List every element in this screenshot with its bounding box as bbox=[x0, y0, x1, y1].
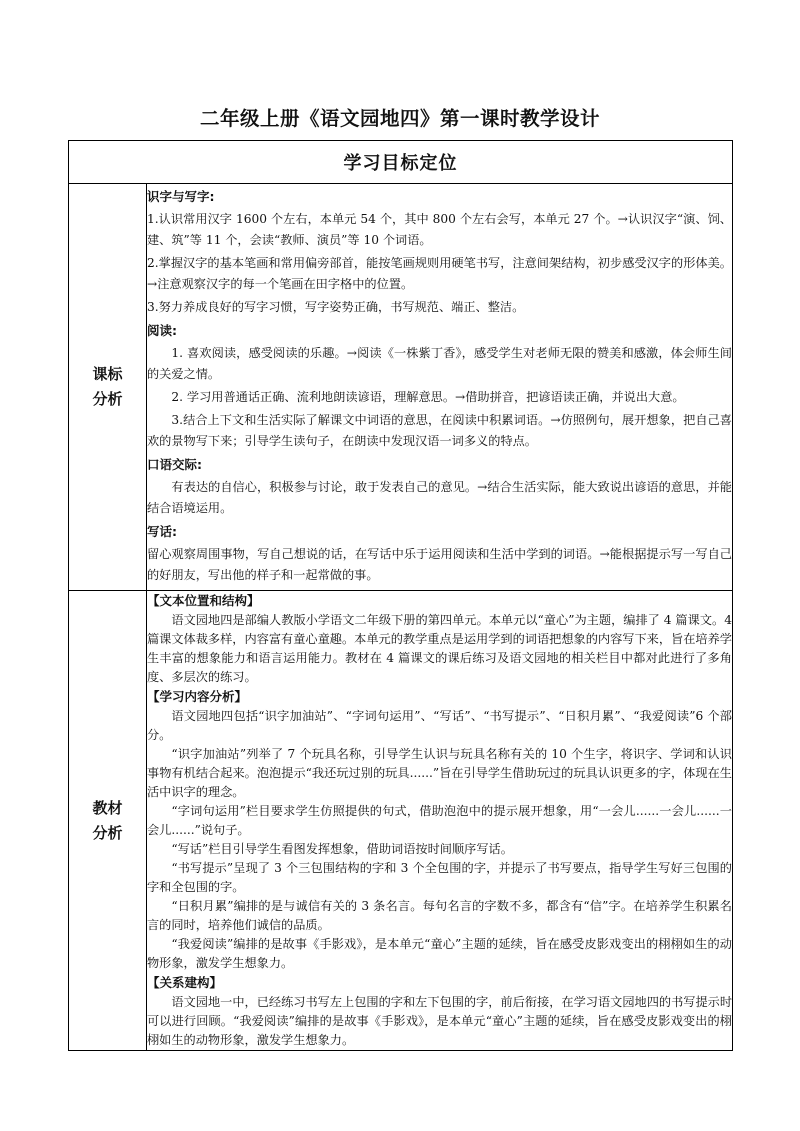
position-heading: 【文本位置和结构】 bbox=[147, 593, 260, 608]
content-item: “识字加油站”列举了 7 个玩具名称，引导学生认识与玩具名称有关的 10 个生字，将识字、学词和认识事物有机结合起来。泡泡提示“我还玩过别的玩具......”旨在引导学生借助玩过的玩具认识更多的字，体现在生活中识字的理念。 bbox=[147, 747, 732, 799]
content-heading: 【学习内容分析】 bbox=[147, 689, 248, 704]
content-item: “我爱阅读”编排的是故事《手影戏》，是本单元“童心”主题的延续，旨在感受皮影戏变出的栩栩如生的动物形象，激发学生想象力。 bbox=[147, 937, 732, 970]
reading-item: 1. 喜欢阅读，感受阅读的乐趣。→阅读《一株紫丁香》，感受学生对老师无限的赞美和感激，体会师生间的关爱之情。 bbox=[147, 346, 732, 381]
literacy-heading: 识字与写字: bbox=[147, 189, 215, 204]
literacy-item: 1.认识常用汉字 1600 个左右，本单元 54 个，其中 800 个左右会写，本单元 27 个。→认识汉字“演、饲、建、筑”等 11 个，会读“教师、演员”等 10 个词语。 bbox=[147, 212, 732, 247]
literacy-item: 3.努力养成良好的写字习惯，写字姿势正确，书写规范、端正、整洁。 bbox=[147, 300, 525, 314]
content-item: “字词句运用”栏目要求学生仿照提供的句式，借助泡泡中的提示展开想象，用“一会儿......一会儿......一会儿......”说句子。 bbox=[147, 804, 732, 837]
label-line: 教材 bbox=[92, 798, 123, 817]
position-item: 语文园地四是部编人教版小学语文二年级下册的第四单元。本单元以“童心”为主题，编排了 4 篇课文。4 篇课文体裁多样，内容富有童心童趣。本单元的教学重点是运用学到的词语把想象的内容写下来，旨在培养学生丰富的想象能力和语言运用能力。教材在 4 篇课文的课后练习及语文园地的相关栏目中都对此进行了多角度、多层次的练习。 bbox=[147, 613, 732, 684]
textbook-analysis-content bbox=[147, 591, 733, 1051]
content-item: “书写提示”呈现了 3 个三包围结构的字和 3 个全包围的字，并提示了书写要点，指导学生写好三包围的字和全包围的字。 bbox=[147, 861, 732, 894]
literacy-item: 2.掌握汉字的基本笔画和常用偏旁部首，能按笔画规则用硬笔书写，注意间架结构，初步感受汉字的形体美。→注意观察汉字的每一个笔画在田字格中的位置。 bbox=[147, 256, 732, 291]
section-header: 学习目标定位 bbox=[69, 141, 733, 184]
curriculum-analysis-label bbox=[69, 184, 147, 591]
label-line: 课标 bbox=[92, 365, 123, 383]
reading-item: 3.结合上下文和生活实际了解课文中词语的意思，在阅读中积累词语。→仿照例句，展开想象，把自己喜欢的景物写下来；引导学生读句子，在朗读中发现汉语一词多义的特点。 bbox=[147, 413, 732, 448]
textbook-analysis-label bbox=[69, 591, 147, 1051]
relation-item: 语文园地一中，已经练习书写左上包围的字和左下包围的字，前后衔接，在学习语文园地四的书写提示时可以进行回顾。“我爱阅读”编排的是故事《手影戏》，是本单元“童心”主题的延续，旨在感受皮影戏变出的栩栩如生的动物形象，激发学生想象力。 bbox=[147, 995, 733, 1047]
curriculum-analysis-row bbox=[69, 184, 733, 591]
reading-item: 2. 学习用普通话正确、流利地朗读谚语，理解意思。→借助拼音，把谚语读正确，并说出大意。 bbox=[171, 390, 685, 404]
content-item: 语文园地四包括“识字加油站”、“字词句运用”、“写话”、“书写提示”、“日积月累”、“我爱阅读”6 个部分。 bbox=[147, 709, 732, 742]
writing-heading: 写话: bbox=[147, 524, 177, 539]
oral-item: 有表达的自信心，积极参与讨论，敢于发表自己的意见。→结合生活实际，能大致说出谚语的意思，并能结合语境运用。 bbox=[147, 480, 732, 515]
textbook-analysis-row bbox=[69, 591, 733, 1051]
curriculum-analysis-content bbox=[147, 184, 733, 591]
document-title: 二年级上册《语文园地四》第一课时教学设计 bbox=[199, 107, 600, 130]
oral-heading: 口语交际: bbox=[147, 457, 202, 472]
content-item: “日积月累”编排的是与诚信有关的 3 条名言。每句名言的字数不多，都含有“信”字。在培养学生积累名言的同时，培养他们诚信的品质。 bbox=[147, 899, 732, 932]
label-line: 分析 bbox=[92, 390, 123, 408]
content-item: “写话”栏目引导学生看图发挥想象，借助词语按时间顺序写话。 bbox=[171, 842, 513, 856]
writing-item: 留心观察周围事物，写自己想说的话，在写话中乐于运用阅读和生活中学到的词语。→能根据提示写一写自己的好朋友，写出他的样子和一起常做的事。 bbox=[147, 547, 732, 582]
reading-heading: 阅读: bbox=[147, 323, 177, 338]
label-line: 分析 bbox=[92, 823, 123, 842]
lesson-plan-table bbox=[68, 140, 733, 1051]
section-header-row bbox=[69, 141, 733, 184]
relation-heading: 【关系建构】 bbox=[147, 975, 223, 990]
